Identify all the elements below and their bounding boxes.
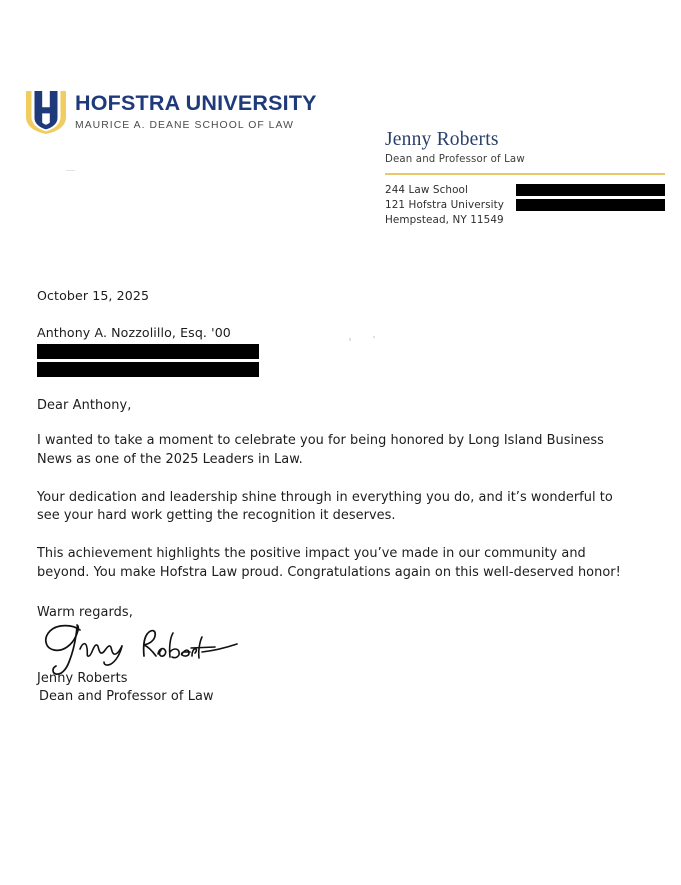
redaction-bar-recipient-2 <box>37 362 259 377</box>
dean-name: Jenny Roberts <box>385 129 499 150</box>
address-line-3: Hempstead, NY 11549 <box>385 214 504 226</box>
hofstra-letterhead-logo <box>24 88 317 135</box>
scan-artifact <box>66 170 75 171</box>
letterhead-contact-block <box>385 130 665 228</box>
salutation: Dear Anthony, <box>37 398 132 413</box>
logo-wordmark <box>75 88 317 131</box>
redaction-bar-recipient-1 <box>37 344 259 359</box>
university-name: HOFSTRA UNIVERSITY <box>75 91 317 115</box>
letter-date: October 15, 2025 <box>37 288 150 303</box>
body-paragraph-3: This achievement highlights the positive impact you’ve made in our community and beyond. You make Hofstra Law proud. Congratulations again on this well-deserved honor! <box>37 546 621 581</box>
redaction-bar-letterhead-2 <box>516 199 665 211</box>
letterhead-address-row <box>385 183 665 227</box>
redaction-bar-letterhead-1 <box>516 184 665 196</box>
hofstra-shield-icon <box>24 89 68 135</box>
recipient-name: Anthony A. Nozzolillo, Esq. '00 <box>37 325 231 340</box>
closing-line: Warm regards, <box>37 604 133 620</box>
signature-area <box>37 622 637 674</box>
address-line-1: 244 Law School <box>385 184 468 197</box>
dean-title: Dean and Professor of Law <box>385 154 525 166</box>
address-line-2: 121 Hofstra University <box>385 199 505 212</box>
jenny-roberts-signature-icon <box>39 622 254 678</box>
recipient-block <box>37 325 637 377</box>
body-paragraph-1: I wanted to take a moment to celebrate you for being honored by Long Island Business News as one of the 2025 Leaders in Law. <box>37 433 604 467</box>
letter-body <box>37 288 637 707</box>
law-school-name: MAURICE A. DEANE SCHOOL OF LAW <box>75 119 294 131</box>
signer-title: Dean and Professor of Law <box>39 689 214 705</box>
gold-divider-rule <box>385 173 665 175</box>
signer-name: Jenny Roberts <box>37 670 128 686</box>
body-paragraph-2: Your dedication and leadership shine through in everything you do, and it’s wonderful to see your hard work getting the recognition it deserves. <box>37 489 613 524</box>
